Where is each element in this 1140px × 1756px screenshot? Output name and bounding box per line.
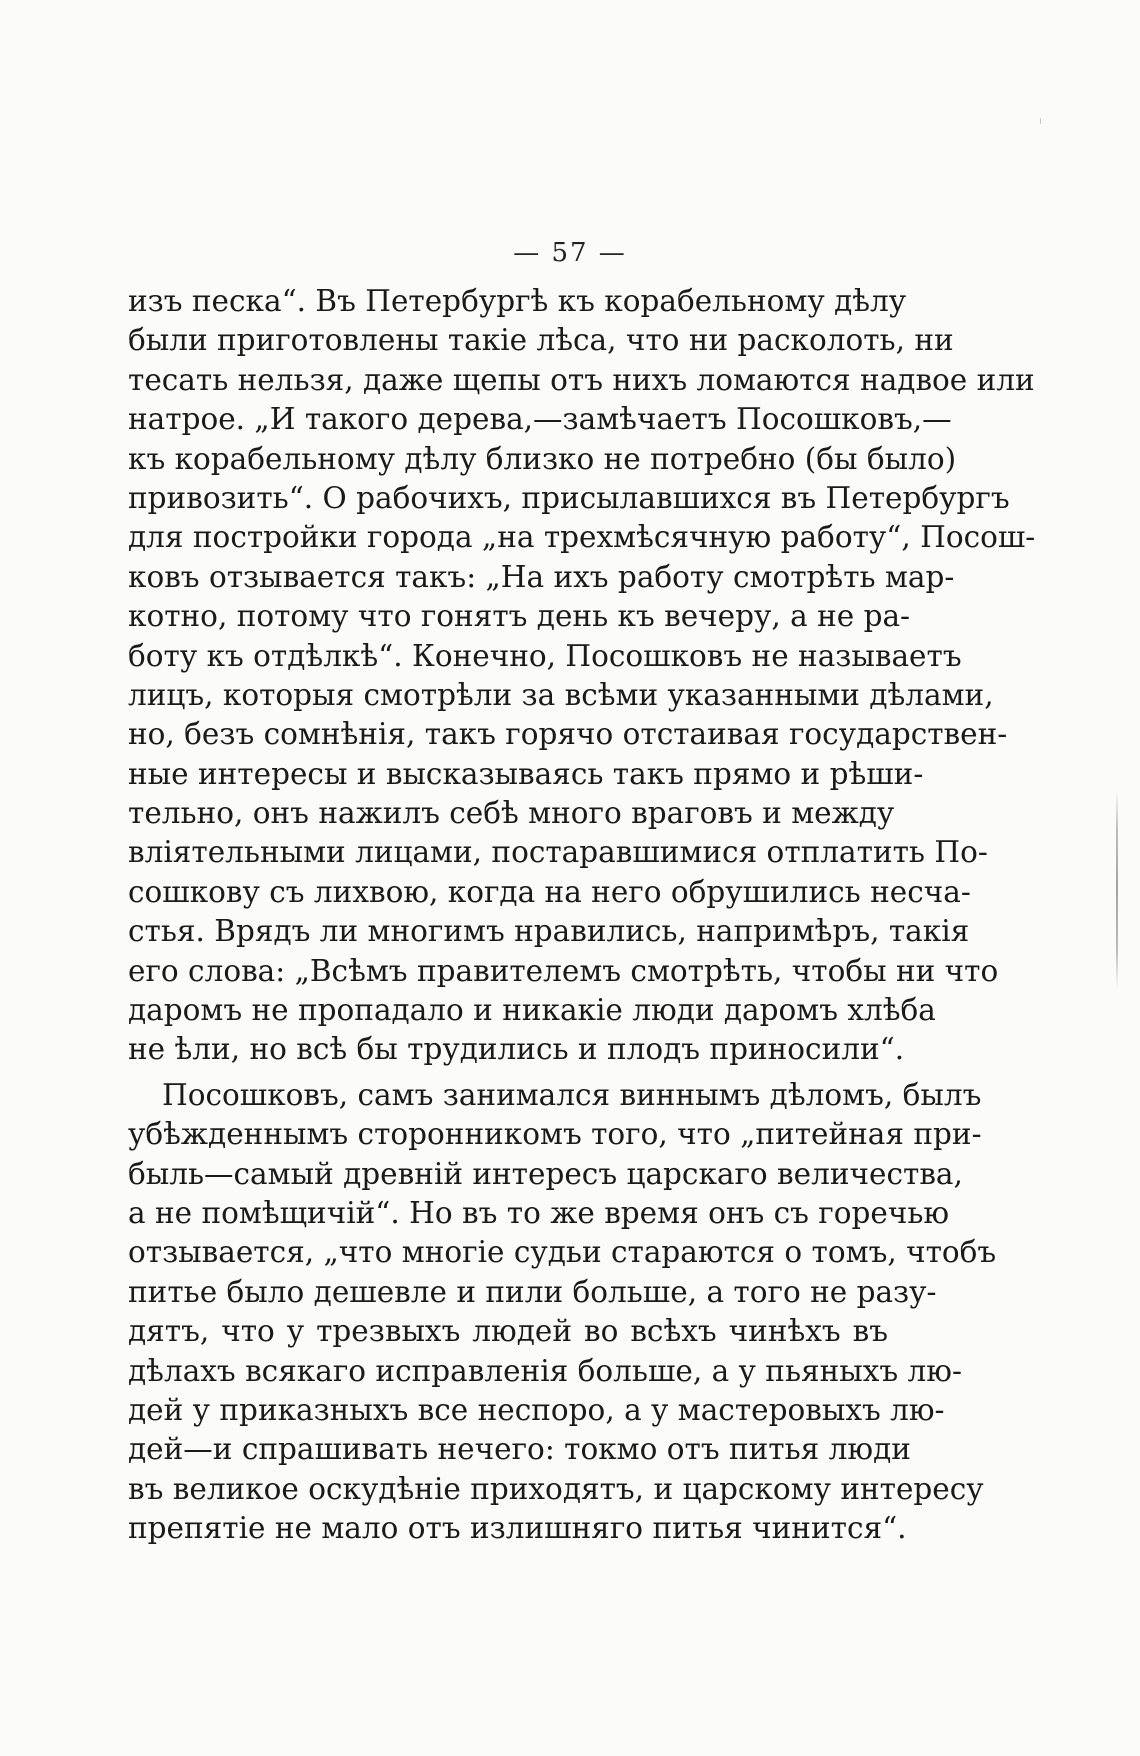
text-line: быль—самый древній интересъ царскаго величества,: [128, 1156, 963, 1191]
text-line: котно, потому что гонятъ день къ вечеру, а не ра-: [128, 599, 911, 634]
paragraph-1: [128, 282, 1036, 1070]
text-line: а не помѣщичій“. Но въ то же время онъ съ горечью: [128, 1195, 950, 1230]
text-line: убѣжденнымъ сторонникомъ того, что „питейная при-: [128, 1117, 982, 1152]
text-line: въ великое оскудѣніе приходятъ, и царскому интересу: [128, 1471, 984, 1506]
text-line: лицъ, которыя смотрѣли за всѣми указанными дѣлами,: [128, 677, 994, 712]
text-line: вліятельными лицами, постаравшимися отплатить По-: [128, 835, 988, 870]
text-line: даромъ не пропадало и никакіе люди даромъ хлѣба: [128, 993, 936, 1028]
text-line: натрое. „И такого дерева,—замѣчаетъ Посошковъ,—: [128, 402, 952, 437]
text-line: для постройки города „на трехмѣсячную работу“, Посош-: [128, 520, 1036, 555]
text-line: изъ песка“. Въ Петербургѣ къ корабельному дѣлу: [128, 284, 907, 318]
text-line: были приготовлены такіе лѣса, что ни расколоть, ни: [128, 323, 954, 358]
paragraph-2: [128, 1076, 997, 1549]
text-line: но, безъ сомнѣнія, такъ горячо отстаивая государствен-: [128, 717, 1008, 752]
text-line: питье было дешевле и пили больше, а того не разу-: [128, 1274, 937, 1309]
text-line: сошкову съ лихвою, когда на него обрушились несча-: [128, 874, 971, 909]
text-line: привозить“. О рабочихъ, присылавшихся въ Петербургъ: [128, 480, 1010, 515]
margin-edge-mark: [1116, 790, 1118, 990]
scan-mark: [1040, 118, 1041, 124]
text-line: его слова: „Всѣмъ правителемъ смотрѣть, чтобы ни что: [128, 953, 999, 988]
text-line: не ѣли, но всѣ бы трудились и плодъ приносили“.: [128, 1032, 905, 1067]
text-line: ные интересы и высказываясь такъ прямо и рѣши-: [128, 756, 924, 791]
text-line: препятіе не мало отъ излишняго питья чинится“.: [128, 1511, 907, 1546]
text-line: тельно, онъ нажилъ себѣ много враговъ и между: [128, 796, 895, 831]
body-text: [128, 282, 1036, 1549]
text-line: дѣлахъ всякаго исправленія больше, а у пьяныхъ лю-: [128, 1353, 962, 1388]
text-line: дей—и спрашивать нечего: токмо отъ питья люди: [128, 1432, 911, 1467]
text-line: ковъ отзывается такъ: „На ихъ работу смотрѣть мар-: [128, 559, 955, 594]
text-line: отзывается, „что многіе судьи стараются о томъ, чтобъ: [128, 1235, 997, 1270]
text-line: Посошковъ, самъ занимался виннымъ дѣломъ, былъ: [162, 1077, 982, 1112]
text-line: стья. Врядъ ли многимъ нравились, напримѣръ, такія: [128, 914, 970, 949]
text-line: тесать нельзя, даже щепы отъ нихъ ломаются надвое или: [128, 362, 1035, 397]
text-line: къ корабельному дѣлу близко не потребно (бы было): [128, 441, 957, 476]
text-line: дей у приказныхъ все неспоро, а у мастеровыхъ лю-: [128, 1392, 945, 1427]
page-number: — 57 —: [513, 238, 627, 268]
text-line: боту къ отдѣлкѣ“. Конечно, Посошковъ не называетъ: [128, 638, 962, 673]
text-line: дятъ, что у трезвыхъ людей во всѣхъ чинѣхъ въ: [128, 1314, 888, 1349]
